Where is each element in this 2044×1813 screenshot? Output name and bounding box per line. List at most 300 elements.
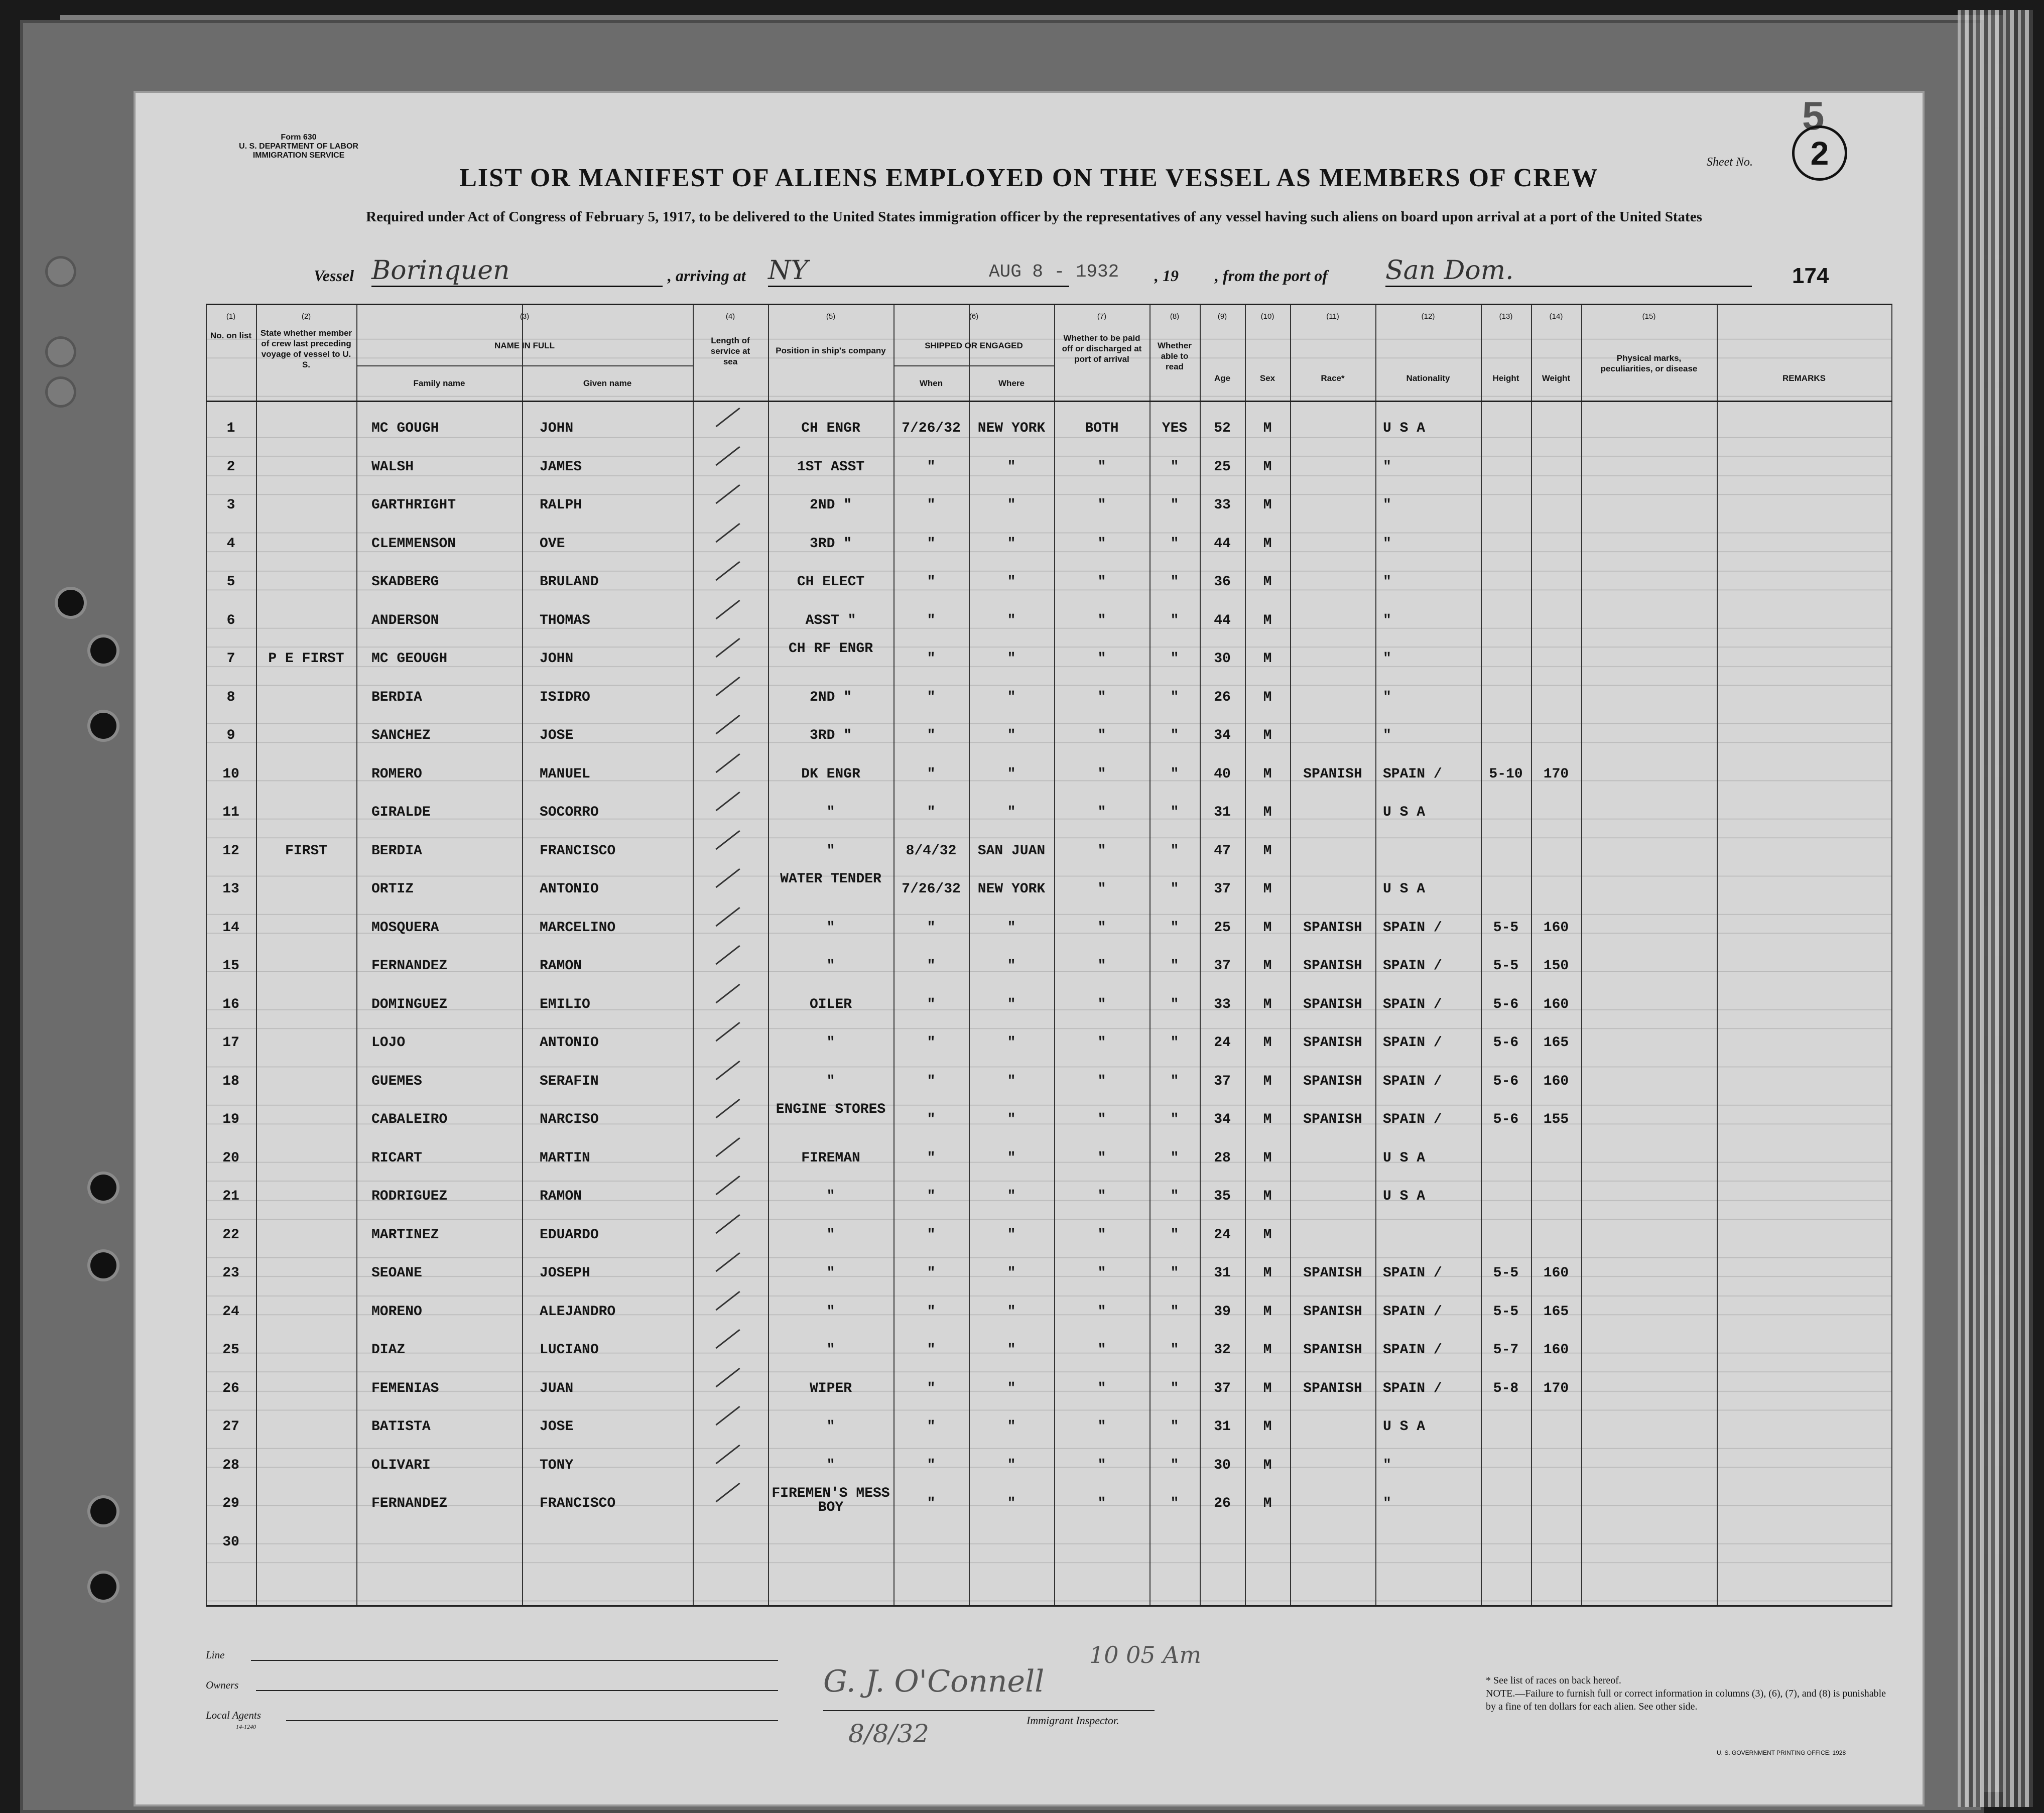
date-stamp: AUG 8 - 1932 [989,262,1119,282]
paid-off: " [1097,689,1106,705]
nationality: SPAIN / [1383,996,1442,1012]
family-name: BERDIA [371,689,422,705]
able-to-read: " [1170,651,1179,667]
column-number: (6) [969,312,979,321]
arriving-port: NY [768,255,1069,287]
paid-off: " [1097,1227,1106,1243]
given-name: JOHN [540,421,574,436]
position: FIREMAN [801,1150,860,1166]
paid-off: " [1097,1035,1106,1051]
name-subheader-rule [356,365,693,366]
shipped-where: NEW YORK [977,881,1046,897]
sex: M [1263,536,1272,552]
shipped-where: " [1007,805,1016,820]
able-to-read: " [1170,728,1179,743]
paid-off: " [1097,1112,1106,1127]
weight: 160 [1543,1073,1569,1089]
nationality: SPAIN / [1383,1265,1442,1281]
sex: M [1263,1073,1272,1089]
age: 26 [1214,689,1231,705]
column-number: (5) [826,312,836,321]
nationality: " [1383,497,1391,513]
line-rule [251,1660,778,1661]
shipped-where: " [1007,612,1016,628]
sex: M [1263,1419,1272,1435]
family-name: SEOANE [371,1265,422,1281]
column-number: (15) [1642,312,1656,321]
age: 25 [1214,459,1231,475]
signature-date: 8/8/32 [848,1719,929,1748]
paid-off: " [1097,1189,1106,1204]
nationality: U S A [1383,421,1426,436]
given-name: JUAN [540,1380,574,1396]
header-separator [206,401,1892,402]
able-to-read: " [1170,536,1179,552]
nationality: " [1383,1457,1391,1473]
service-check-mark [715,715,740,734]
able-to-read: " [1170,1496,1179,1511]
position: " [826,1035,835,1051]
sex: M [1263,459,1272,475]
header-where: Where [998,378,1025,388]
table-row [206,1020,1892,1058]
height: 5-5 [1493,1304,1519,1320]
sheet-label: Sheet No. [1707,156,1753,169]
height: 5-6 [1493,1073,1519,1089]
department-name: U. S. DEPARTMENT OF LABOR [239,142,358,151]
nationality: SPAIN / [1383,920,1442,936]
able-to-read: " [1170,1073,1179,1089]
table-row [206,790,1892,828]
paid-off: " [1097,536,1106,552]
able-to-read: " [1170,1342,1179,1358]
height: 5-6 [1493,1035,1519,1051]
position: " [826,920,835,936]
sex: M [1263,920,1272,936]
height: 5-8 [1493,1380,1519,1396]
shipped-when: " [927,1150,936,1166]
shipped-when: " [927,1419,936,1435]
header-paid-off: Whether to be paid off or discharged at port of arrival [1062,333,1142,364]
table-row [206,444,1892,482]
binder-hole [90,1252,116,1278]
page-number: 174 [1792,264,1829,288]
weight: 165 [1543,1035,1569,1051]
able-to-read: " [1170,1380,1179,1396]
race: SPANISH [1303,1380,1362,1396]
service-check-mark [715,599,740,619]
sex: M [1263,1227,1272,1243]
table-row [206,1097,1892,1135]
able-to-read: " [1170,881,1179,897]
height: 5-5 [1493,920,1519,936]
position: " [826,1457,835,1473]
row-number: 4 [226,536,235,552]
table-row [206,1059,1892,1097]
row-number: 27 [222,1419,239,1435]
table-row [206,1443,1892,1481]
table-row [206,1212,1892,1250]
age: 52 [1214,421,1231,436]
age: 31 [1214,1265,1231,1281]
table-row [206,636,1892,674]
shipped-where: " [1007,1419,1016,1435]
shipped-where: " [1007,1112,1016,1127]
paid-off: BOTH [1085,421,1119,436]
age: 37 [1214,1073,1231,1089]
previous-voyage: P E FIRST [268,651,344,667]
sex: M [1263,689,1272,705]
age: 31 [1214,1419,1231,1435]
row-number: 9 [226,728,235,743]
nationality: " [1383,728,1391,743]
shipped-when: 7/26/32 [902,881,961,897]
family-name: GARTHRIGHT [371,497,456,513]
shipped-where: " [1007,1189,1016,1204]
given-name: MARCELINO [540,920,616,936]
header-family-name: Family name [413,378,465,388]
shipped-when: " [927,996,936,1012]
sex: M [1263,881,1272,897]
table-row [206,1404,1892,1442]
family-name: LOJO [371,1035,406,1051]
family-name: OLIVARI [371,1457,431,1473]
able-to-read: " [1170,459,1179,475]
able-to-read: " [1170,574,1179,590]
shipped-when: " [927,805,936,820]
family-name: BATISTA [371,1419,431,1435]
table-row [206,713,1892,751]
nationality: U S A [1383,1189,1426,1204]
paid-off: " [1097,1380,1106,1396]
position: " [826,1265,835,1281]
nationality: SPAIN / [1383,1112,1442,1127]
race: SPANISH [1303,1035,1362,1051]
weight: 170 [1543,1380,1569,1396]
position: OILER [809,996,852,1012]
service-check-mark [715,1022,740,1042]
given-name: BRULAND [540,574,599,590]
shipped-where: " [1007,920,1016,936]
shipped-where: " [1007,689,1016,705]
table-row [206,1519,1892,1558]
row-number: 22 [222,1227,239,1243]
given-name: LUCIANO [540,1342,599,1358]
shipped-when: " [927,1189,936,1204]
column-number: (11) [1326,312,1339,321]
table-row [206,1327,1892,1365]
header-sex: Sex [1259,373,1275,383]
shipped-where: " [1007,1265,1016,1281]
shipped-when: 7/26/32 [902,421,961,436]
table-row [206,828,1892,866]
row-number: 14 [222,920,239,936]
races-note: * See list of races on back hereof. [1486,1675,1621,1686]
service-check-mark [715,792,740,811]
family-name: SANCHEZ [371,728,431,743]
weight: 170 [1543,766,1569,782]
sex: M [1263,1304,1272,1320]
given-name: ALEJANDRO [540,1304,616,1320]
given-name: JAMES [540,459,582,475]
binder-hole [90,713,116,739]
table-row [206,598,1892,636]
shipped-when: " [927,1380,936,1396]
header-nationality: Nationality [1406,373,1450,383]
table-row [206,943,1892,981]
service-check-mark [715,638,740,658]
shipped-when: " [927,1342,936,1358]
able-to-read: " [1170,958,1179,974]
service-check-mark [715,753,740,772]
service-check-mark [715,484,740,504]
service-check-mark [715,523,740,542]
sex: M [1263,421,1272,436]
column-number: (8) [1170,312,1180,321]
weight: 160 [1543,1342,1569,1358]
row-number: 16 [222,996,239,1012]
vessel-label: Vessel [314,267,354,285]
given-name: MANUEL [540,766,590,782]
age: 37 [1214,881,1231,897]
age: 33 [1214,996,1231,1012]
height: 5-6 [1493,996,1519,1012]
shipped-when: " [927,958,936,974]
shipped-where: " [1007,459,1016,475]
nationality: " [1383,1496,1391,1511]
shipped-when: " [927,1304,936,1320]
paid-off: " [1097,805,1106,820]
able-to-read: " [1170,1150,1179,1166]
family-name: BERDIA [371,843,422,859]
sex: M [1263,1496,1272,1511]
position: " [826,843,835,859]
race: SPANISH [1303,1342,1362,1358]
position: 2ND " [809,689,852,705]
binder-hole [90,637,116,664]
row-number: 13 [222,881,239,897]
from-port-label: , from the port of [1215,267,1328,285]
paid-off: " [1097,612,1106,628]
able-to-read: " [1170,1112,1179,1127]
able-to-read: " [1170,766,1179,782]
header-given-name: Given name [583,378,632,388]
row-number: 6 [226,612,235,628]
given-name: JOSE [540,728,574,743]
table-row [206,675,1892,713]
service-check-mark [715,1367,740,1387]
row-number: 11 [222,805,239,820]
given-name: EDUARDO [540,1227,599,1243]
column-number: (1) [226,312,236,321]
inspector-label: Immigrant Inspector. [1027,1714,1119,1727]
column-number: (3) [520,312,530,321]
position: " [826,1189,835,1204]
given-name: FRANCISCO [540,843,616,859]
service-check-mark [715,1252,740,1272]
printer-imprint: U. S. GOVERNMENT PRINTING OFFICE: 1928 [1717,1749,1846,1756]
shipped-where: " [1007,1496,1016,1511]
column-number: (14) [1549,312,1563,321]
position: ENGINE STORES [776,1102,886,1117]
service-check-mark [715,1290,740,1310]
row-number: 5 [226,574,235,590]
family-name: FERNANDEZ [371,958,448,974]
shipped-where: " [1007,1457,1016,1473]
table-row [206,482,1892,521]
footnotes [1486,1674,1897,1713]
sex: M [1263,651,1272,667]
nationality: SPAIN / [1383,766,1442,782]
paid-off: " [1097,459,1106,475]
age: 34 [1214,728,1231,743]
paid-off: " [1097,728,1106,743]
paid-off: " [1097,843,1106,859]
page-title: LIST OR MANIFEST OF ALIENS EMPLOYED ON THE VESSEL AS MEMBERS OF CREW [459,164,1599,192]
position: 1ST ASST [797,459,865,475]
weight: 160 [1543,920,1569,936]
shipped-when: " [927,920,936,936]
column-number: (13) [1499,312,1513,321]
able-to-read: " [1170,1304,1179,1320]
height: 5-7 [1493,1342,1519,1358]
nationality: U S A [1383,881,1426,897]
race: SPANISH [1303,1265,1362,1281]
manifest-page [136,93,1923,1804]
nationality: " [1383,574,1391,590]
row-number: 28 [222,1457,239,1473]
row-number: 24 [222,1304,239,1320]
header-prev-voyage: State whether member of crew last preceding voyage of vessel to U. S. [260,328,352,369]
shipped-where: " [1007,958,1016,974]
nationality: U S A [1383,1150,1426,1166]
shipped-where: " [1007,1227,1016,1243]
shipped-where: SAN JUAN [977,843,1046,859]
position: " [826,1227,835,1243]
paid-off: " [1097,1304,1106,1320]
family-name: DOMINGUEZ [371,996,448,1012]
shipped-when: " [927,1496,936,1511]
age: 34 [1214,1112,1231,1127]
given-name: RAMON [540,958,582,974]
paid-off: " [1097,958,1106,974]
service-check-mark [715,1060,740,1080]
header-length-of-service: Length of service at sea [710,336,750,366]
sex: M [1263,996,1272,1012]
given-name: OVE [540,536,565,552]
line-label: Line [206,1649,225,1661]
paid-off: " [1097,1342,1106,1358]
position: CH RF ENGR [788,641,873,657]
nationality: SPAIN / [1383,1073,1442,1089]
given-name: RALPH [540,497,582,513]
header-no-on-list: No. on list [210,331,252,340]
service-check-mark [715,408,740,427]
age: 35 [1214,1189,1231,1204]
shipped-when: 8/4/32 [906,843,957,859]
sex: M [1263,1342,1272,1358]
nationality: " [1383,651,1391,667]
paid-off: " [1097,574,1106,590]
family-name: GUEMES [371,1073,422,1089]
race: SPANISH [1303,1112,1362,1127]
table-row [206,1135,1892,1174]
age: 32 [1214,1342,1231,1358]
fine-note: NOTE.—Failure to furnish full or correct information in columns (3), (6), (7), and (8) is punishable by a fine of ten dollars for each alien. See other side. [1486,1688,1886,1712]
position: " [826,1342,835,1358]
position: " [826,1304,835,1320]
column-number: (2) [301,312,311,321]
family-name: ORTIZ [371,881,414,897]
shipped-where: " [1007,1035,1016,1051]
service-name: IMMIGRATION SERVICE [252,151,345,160]
shipped-subheader-rule [893,365,1054,366]
family-name: WALSH [371,459,414,475]
family-name: FERNANDEZ [371,1496,448,1511]
binder-hole [48,339,74,365]
sex: M [1263,1112,1272,1127]
header-position: Position in ship's company [776,346,886,355]
family-name: SKADBERG [371,574,439,590]
service-check-mark [715,1099,740,1118]
age: 28 [1214,1150,1231,1166]
column-number: (9) [1217,312,1227,321]
race: SPANISH [1303,1073,1362,1089]
crew-table [206,304,1892,1607]
nationality: U S A [1383,805,1426,820]
header-when: When [919,378,943,388]
given-name: RAMON [540,1189,582,1204]
paid-off: " [1097,1457,1106,1473]
header-height: Height [1492,373,1519,383]
sheet-number: 2 [1792,125,1847,181]
row-number: 21 [222,1189,239,1204]
position: FIREMEN'S MESS BOY [772,1486,890,1515]
paid-off: " [1097,497,1106,513]
header-name-in-full: NAME IN FULL [494,341,555,350]
position: " [826,1073,835,1089]
faint-sheet-number: 5 [1802,93,1825,138]
shipped-when: " [927,766,936,782]
table-row [206,521,1892,559]
binder-hole [90,1498,116,1524]
service-check-mark [715,906,740,926]
column-number: (7) [1097,312,1107,321]
able-to-read: " [1170,920,1179,936]
local-agents-label: Local Agents [206,1709,261,1721]
weight: 160 [1543,996,1569,1012]
shipped-where: " [1007,536,1016,552]
age: 37 [1214,958,1231,974]
paid-off: " [1097,1265,1106,1281]
able-to-read: " [1170,689,1179,705]
family-name: ANDERSON [371,612,439,628]
row-number: 19 [222,1112,239,1127]
shipped-where: " [1007,497,1016,513]
shipped-when: " [927,728,936,743]
family-name: MC GOUGH [371,421,439,436]
table-row [206,905,1892,943]
paid-off: " [1097,881,1106,897]
age: 36 [1214,574,1231,590]
table-row [206,1481,1892,1519]
sex: M [1263,1035,1272,1051]
shipped-when: " [927,1227,936,1243]
row-number: 23 [222,1265,239,1281]
service-check-mark [715,868,740,888]
race: SPANISH [1303,766,1362,782]
given-name: JOHN [540,651,574,667]
